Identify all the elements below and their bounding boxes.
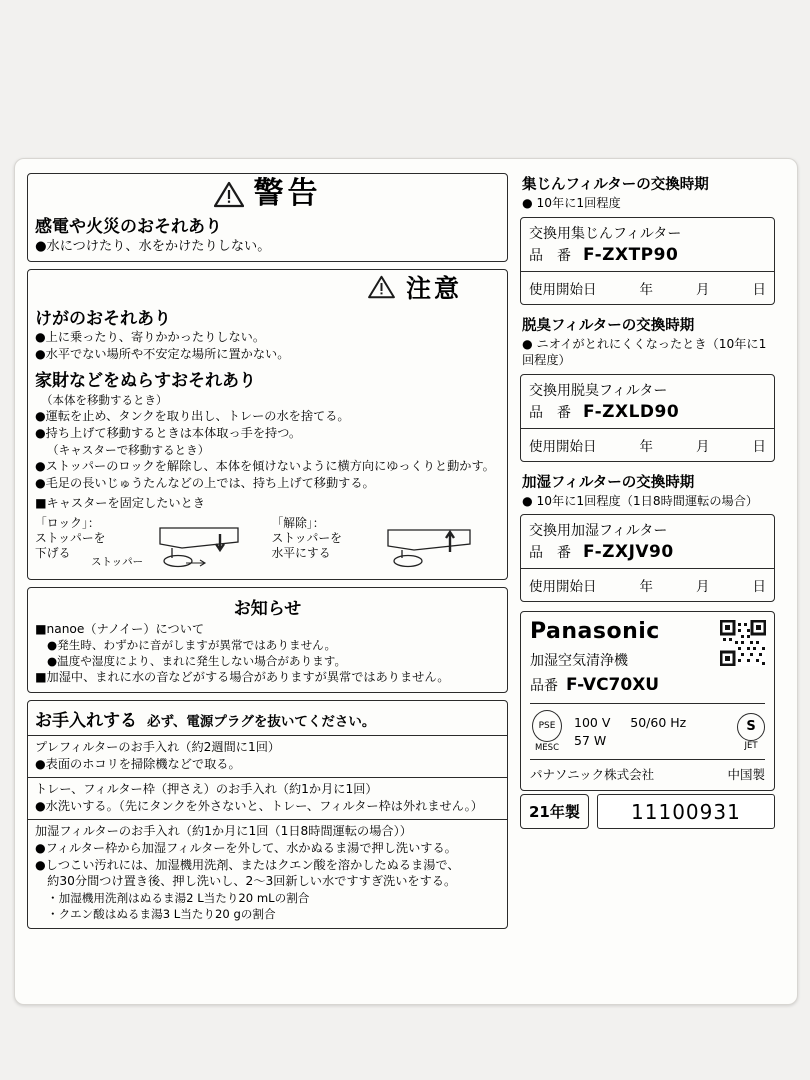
filter-interval: ● 10年に1回程度（1日8時間運転の場合） <box>522 493 759 508</box>
product-type: 加湿空気清浄機 <box>530 653 628 670</box>
stopper-heading: ■キャスターを固定したいとき <box>35 495 205 510</box>
humidifying-filter-section <box>520 471 775 603</box>
unit-day: 日 <box>752 281 766 298</box>
stopper-lock-line: 下げる <box>35 546 71 561</box>
jet-label: JET <box>744 740 758 751</box>
warning-item: ●水につけたり、水をかけたりしない。 <box>35 239 271 254</box>
usage-start-label: 使用開始日 <box>529 579 597 596</box>
unit-year: 年 <box>639 281 653 298</box>
filter-heading: 加湿フィルターの交換時期 <box>522 474 695 491</box>
divider <box>28 819 507 820</box>
care-section-heading: 加湿フィルターのお手入れ（約1か月に1回（1日8時間運転の場合）） <box>35 823 412 838</box>
filter-box-title: 交換用加湿フィルター <box>529 523 668 540</box>
origin-country: 中国製 <box>727 767 765 783</box>
filter-box-title: 交換用脱臭フィルター <box>529 382 668 399</box>
manufacture-year: 21年製 <box>520 794 589 829</box>
brand-logo: Panasonic <box>530 619 660 645</box>
frequency-value: 50/60 Hz <box>630 714 687 730</box>
divider <box>28 777 507 778</box>
injury-item: ●上に乗ったり、寄りかかったりしない。 <box>35 330 266 345</box>
warning-title: 警告 <box>253 176 322 211</box>
property-item: ●ストッパーのロックを解除し、本体を傾けないように横方向にゆっくりと動かす。 <box>35 458 495 473</box>
care-title-note: 必ず、電源プラグを抜いてください。 <box>147 714 376 731</box>
filter-code-label: 品 番 <box>529 247 571 264</box>
nameplate-box <box>520 611 775 791</box>
stopper-diagram-group <box>35 516 500 574</box>
serial-number: 11100931 <box>597 794 775 829</box>
care-item: ・クエン酸はぬるま湯3 L当たり20 gの割合 <box>47 907 276 922</box>
unit-year: 年 <box>639 438 653 455</box>
care-item: ●表面のホコリを掃除機などで取る。 <box>35 757 241 772</box>
voltage-value: 100 V <box>574 714 611 730</box>
filter-box-title: 交換用集じんフィルター <box>529 225 682 242</box>
property-item: （キャスターで移動するとき） <box>47 442 210 457</box>
caution-header <box>35 275 500 301</box>
caster-lock-illustration <box>142 518 260 570</box>
care-title: お手入れする <box>35 711 137 732</box>
filter-code: F-ZXJV90 <box>583 542 674 563</box>
property-note: （本体を移動するとき） <box>41 393 168 408</box>
nanoe-item: ●温度や湿度により、まれに発生しない場合があります。 <box>47 654 347 669</box>
filter-code-label: 品 番 <box>529 404 571 421</box>
serial-row <box>520 794 775 829</box>
unit-month: 月 <box>696 281 710 298</box>
unit-month: 月 <box>696 438 710 455</box>
left-column <box>27 173 516 994</box>
unit-year: 年 <box>639 579 653 596</box>
stopper-release-line: ストッパーを <box>271 530 342 545</box>
model-label: 品番 <box>530 678 558 695</box>
property-item: ●運転を止め、タンクを取り出し、トレーの水を捨てる。 <box>35 409 350 424</box>
qr-code-icon <box>720 620 766 666</box>
stopper-lock-line: ストッパーを <box>35 530 106 545</box>
warning-triangle-icon <box>214 181 244 207</box>
notice-title: お知らせ <box>233 598 302 619</box>
jet-mark-icon: S JET <box>737 713 765 751</box>
warning-triangle-icon <box>368 275 398 301</box>
filter-code: F-ZXTP90 <box>583 244 679 265</box>
property-item: ●持ち上げて移動するときは本体取っ手を持つ。 <box>35 426 302 440</box>
pse-letters: PSE <box>538 720 556 731</box>
filter-heading: 脱臭フィルターの交換時期 <box>522 317 695 334</box>
filter-heading: 集じんフィルターの交換時期 <box>522 177 709 193</box>
filter-interval: ● ニオイがとれにくくなったとき（10年に1回程度） <box>522 336 767 367</box>
care-item: 約30分間つけ置き後、押し洗いし、2～3回新しい水ですすぎ洗いをする。 <box>35 874 457 889</box>
appliance-label-sheet <box>14 158 798 1005</box>
care-item: ●しつこい汚れには、加湿機用洗剤、またはクエン酸を溶かしたぬるま湯で、 <box>35 857 460 872</box>
manufacturer-name: パナソニック株式会社 <box>530 767 655 783</box>
property-item: ●毛足の長いじゅうたんなどの上では、持ち上げて移動する。 <box>35 475 375 490</box>
filter-interval: ● 10年に1回程度 <box>522 196 621 210</box>
electrical-spec-row <box>530 703 765 753</box>
filter-replacement-box <box>520 514 775 602</box>
care-box <box>27 700 508 929</box>
filter-replacement-box <box>520 217 775 305</box>
pse-mark-icon <box>530 710 564 753</box>
stopper-release-diagram <box>272 516 501 574</box>
stopper-lock-diagram <box>35 516 264 574</box>
unit-day: 日 <box>752 579 766 596</box>
usage-start-label: 使用開始日 <box>529 281 597 298</box>
notice-box <box>27 587 508 694</box>
injury-heading: けがのおそれあり <box>35 309 171 330</box>
stopper-release-line: 水平にする <box>271 546 331 561</box>
injury-item: ●水平でない場所や不安定な場所に置かない。 <box>35 347 290 362</box>
care-item: ・加湿機用洗剤はぬるま湯2 L当たり20 mLの割合 <box>47 891 310 906</box>
nanoe-heading: ■nanoe（ナノイー）について <box>35 621 205 636</box>
care-section-heading: トレー、フィルター枠（押さえ）のお手入れ（約1か月に1回） <box>35 782 378 797</box>
care-item: ●水洗いする。（先にタンクを外さないと、トレー、フィルター枠は外れません。） <box>35 798 483 813</box>
warning-header <box>35 176 500 211</box>
care-header <box>35 706 500 731</box>
dust-filter-section <box>520 173 775 305</box>
property-heading: 家財などをぬらすおそれあり <box>35 371 256 392</box>
nanoe-item: ●発生時、わずかに音がしますが異常ではありません。 <box>47 638 337 653</box>
filter-code-label: 品 番 <box>529 545 571 562</box>
stopper-lock-line: 「ロック」： <box>35 515 100 530</box>
humidify-note: ■加湿中、まれに水の音などがする場合がありますが異常ではありません。 <box>35 670 450 685</box>
right-column <box>516 173 775 994</box>
deodorizing-filter-section <box>520 314 775 462</box>
stopper-release-line: 「解除」： <box>271 515 325 530</box>
caution-title: 注意 <box>405 273 462 303</box>
power-value: 57 W <box>574 732 607 748</box>
unit-month: 月 <box>696 579 710 596</box>
care-section-heading: プレフィルターのお手入れ（約2週間に1回） <box>35 740 281 755</box>
caster-release-illustration <box>378 518 496 570</box>
caution-box <box>27 269 508 579</box>
filter-replacement-box <box>520 374 775 462</box>
care-item: ●フィルター枠から加湿フィルターを外して、水かぬるま湯で押し洗いする。 <box>35 840 457 855</box>
warning-box <box>27 173 508 262</box>
warning-heading: 感電や火災のおそれあり <box>35 217 222 237</box>
divider <box>28 735 507 736</box>
model-number: F-VC70XU <box>566 675 660 696</box>
usage-start-label: 使用開始日 <box>529 438 597 455</box>
stopper-caption: ストッパー <box>91 555 144 568</box>
filter-code: F-ZXLD90 <box>583 401 680 422</box>
unit-day: 日 <box>752 438 766 455</box>
pse-sub-label: MESC <box>534 743 560 754</box>
